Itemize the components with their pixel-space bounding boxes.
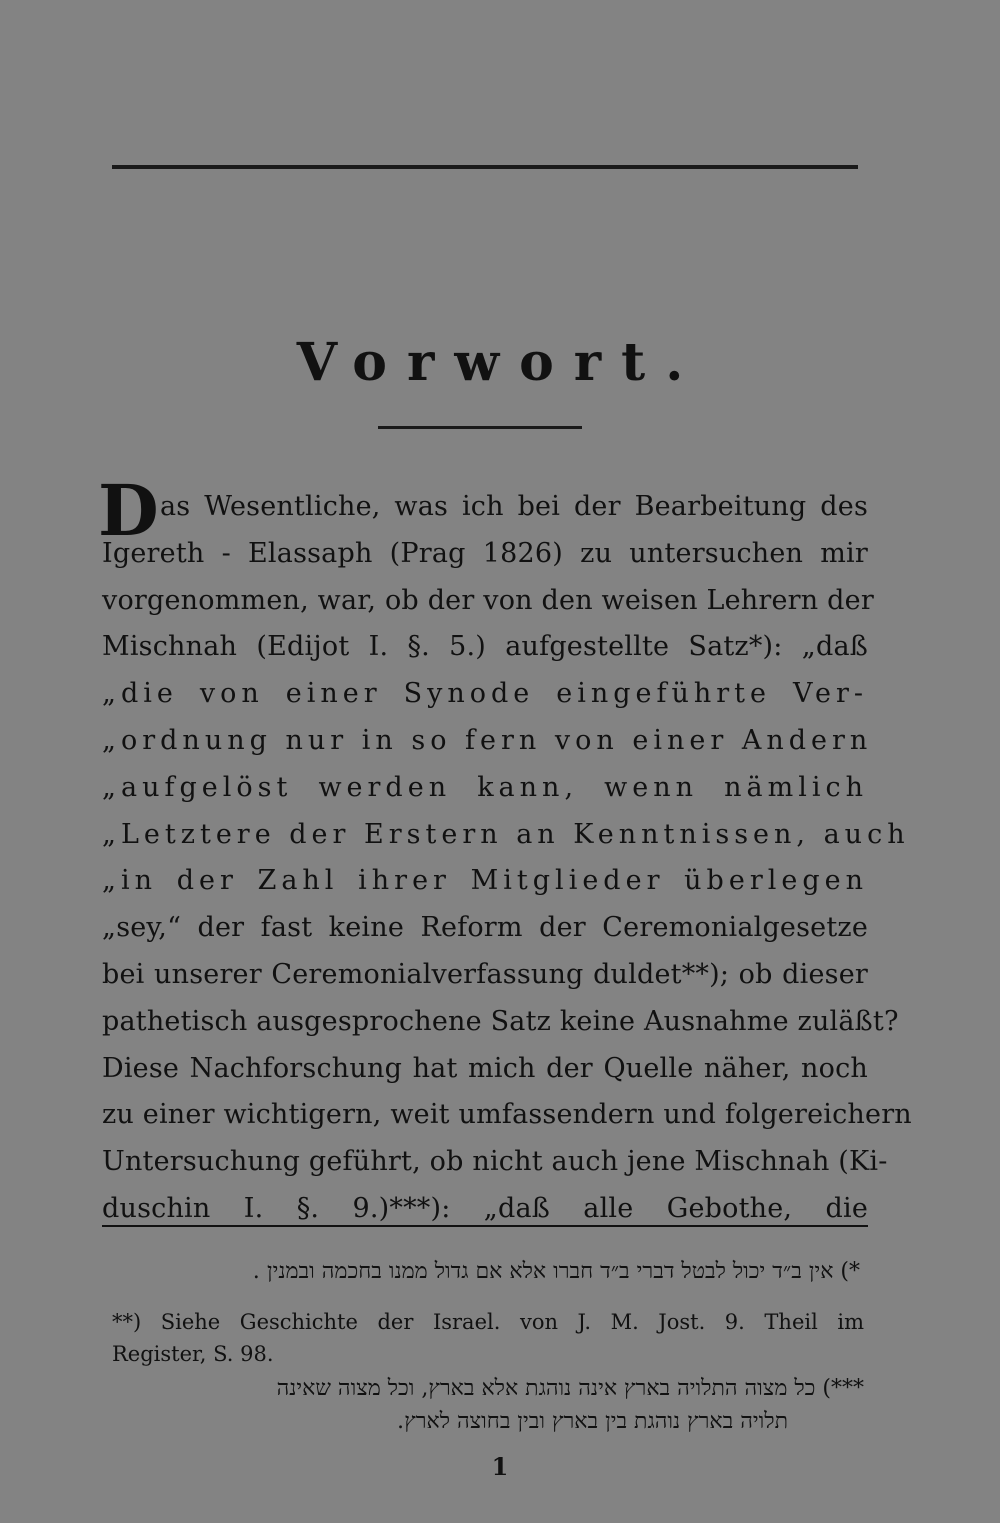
text-line-9: „in der Zahl ihrer Mitglieder überlegen	[102, 865, 868, 897]
text-line-15: Untersuchung geführt, ob nicht auch jene Mischnah (Ki-	[102, 1146, 888, 1178]
text-line-12: pathetisch ausgesprochene Satz keine Ausnahme zuläßt?	[102, 1005, 899, 1037]
footnote-3-hebrew-line-2: תלויה בארץ נוהגת בין בארץ ובין בחוצה לארץ․	[396, 1409, 788, 1434]
drop-cap: D	[98, 469, 159, 552]
text-line-3: vorgenommen, war, ob der von den weisen Lehrern der	[102, 584, 874, 616]
page-title: Vorwort.	[296, 332, 704, 393]
page-number: 1	[491, 1452, 509, 1481]
text-line-5: „die von einer Synode eingeführte Ver-	[102, 678, 868, 710]
text-line-2: Igereth - Elassaph (Prag 1826) zu untersuchen mir	[102, 537, 868, 569]
text-line-4: Mischnah (Edijot I. §. 5.) aufgestellte Satz*): „daß	[102, 631, 868, 663]
text-line-7: „aufgelöst werden kann, wenn nämlich	[102, 771, 868, 803]
footnote-1-hebrew: *) אין ב״ד יכול לבטל דברי ב״ד חברו אלא אם גדול ממנו בחכמה ובמנין ․	[252, 1259, 860, 1284]
footnote-2-line-2: Register, S. 98.	[112, 1342, 274, 1366]
text-line-14: zu einer wichtigern, weit umfassendern und folgereichern	[102, 1099, 912, 1131]
text-line-10: „sey,“ der fast keine Reform der Ceremonialgesetze	[102, 912, 868, 944]
footnote-2-line-1: **) Siehe Geschichte der Israel. von J. M. Jost. 9. Theil im	[112, 1310, 864, 1334]
text-line-13: Diese Nachforschung hat mich der Quelle näher, noch	[102, 1052, 868, 1084]
text-line-11: bei unserer Ceremonialverfassung duldet**); ob dieser	[102, 958, 868, 990]
text-line-8: „Letztere der Erstern an Kenntnissen, auch	[102, 818, 910, 850]
text-line-1-content: as Wesentliche, was ich bei der Bearbeitung des	[160, 491, 868, 522]
text-line-6: „ordnung nur in so fern von einer Andern	[102, 724, 873, 756]
body-text	[98, 469, 912, 1233]
text-line-16: duschin I. §. 9.)***): „daß alle Gebothe, die	[102, 1192, 868, 1224]
text-line-1	[98, 469, 868, 552]
header-rule	[112, 165, 858, 169]
title-underline	[378, 426, 582, 429]
footnote-3-hebrew-line-1: ***) כל מצוה התלויה בארץ אינה נוהגת אלא בארץ, וכל מצוה שאינה	[276, 1376, 864, 1401]
